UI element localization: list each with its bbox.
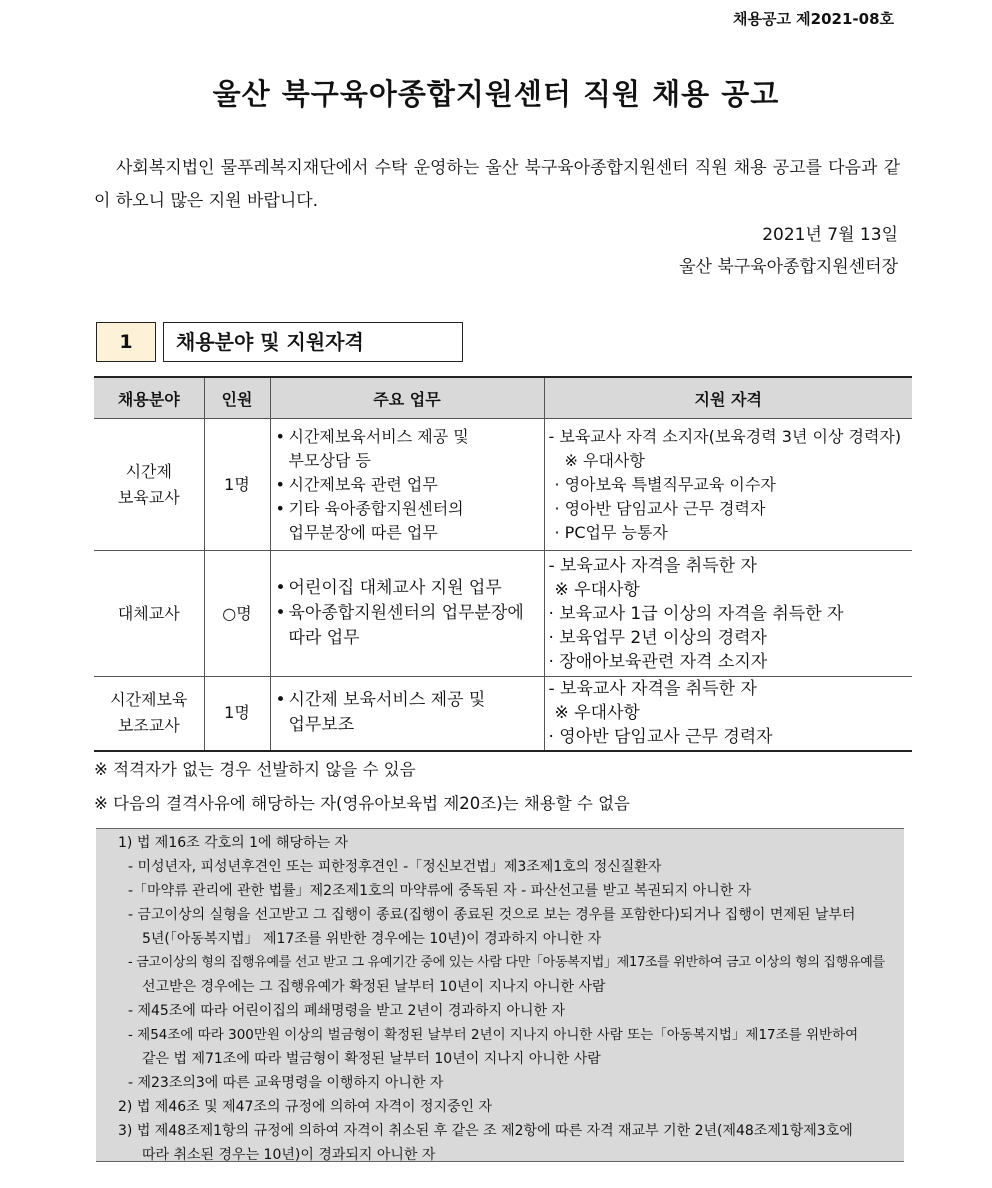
disq-subitem: -「마약류 관리에 관한 법률」제2조제1호의 마약류에 중독된 자 - 파산선고를 받고 복권되지 아니한 자 xyxy=(128,883,752,899)
disq-item: 1) 법 제16조 각호의 1에 해당하는 자 xyxy=(118,835,349,851)
duty-text: 따라 업무 xyxy=(288,628,360,648)
cell-count: 1명 xyxy=(204,677,270,751)
disq-subitem: - 제23조의3에 따른 교육명령을 이행하지 아니한 자 xyxy=(128,1075,444,1091)
qual-main: - 보육교사 자격을 취득한 자 xyxy=(548,679,757,700)
qual-pref-title: ※ 우대사항 xyxy=(554,579,640,600)
field-label: 시간제보육 xyxy=(110,690,188,710)
list-item xyxy=(275,425,540,473)
duty-text: 시간제보육서비스 제공 및 xyxy=(288,426,469,446)
disq-subitem: - 금고이상의 형의 집행유예를 선고 받고 그 유예기간 중에 있는 사람 다만「아동복지법」제17조를 위반하여 금고 이상의 형의 집행유예를 xyxy=(128,955,885,970)
disq-subitem: - 금고이상의 실형을 선고받고 그 집행이 종료(집행이 종료된 것으로 보는 경우를 포함한다)되거나 집행이 면제된 날부터 xyxy=(128,907,856,923)
qual-pref: · 영아반 담임교사 근무 경력자 xyxy=(548,727,773,748)
duties-list xyxy=(271,576,544,651)
qualifications xyxy=(545,425,913,545)
section-number: 1 xyxy=(96,322,156,362)
disq-subitem: 선고받은 경우에는 그 집행유예가 확정된 날부터 10년이 지나지 아니한 사람 xyxy=(142,979,606,995)
recruitment-table xyxy=(94,376,912,752)
qual-pref: · 영아반 담임교사 근무 경력자 xyxy=(554,498,766,518)
duty-text: 시간제 보육서비스 제공 및 xyxy=(288,690,486,711)
section-title: 채용분야 및 지원자격 xyxy=(163,322,463,362)
note-no-candidate: ※ 적격자가 없는 경우 선발하지 않을 수 있음 xyxy=(94,760,416,779)
qual-main: - 보육교사 자격을 취득한 자 xyxy=(548,555,757,576)
note-disqualification: ※ 다음의 결격사유에 해당하는 자(영유아보육법 제20조)는 채용할 수 없음 xyxy=(94,794,630,813)
duty-text: 기타 육아종합지원센터의 xyxy=(288,498,464,518)
notice-date: 2021년 7월 13일 xyxy=(762,225,898,245)
list-item xyxy=(275,601,540,651)
field-label: 시간제 xyxy=(125,461,172,481)
intro-text: 사회복지법인 물푸레복지재단에서 수탁 운영하는 울산 북구육아종합지원센터 직원 채용 공고를 다음과 같이 하오니 많은 지원 바랍니다. xyxy=(94,158,900,211)
table-row xyxy=(94,419,912,551)
cell-qualifications xyxy=(544,551,912,677)
disq-subitem: - 제45조에 따라 어린이집의 폐쇄명령을 받고 2년이 경과하지 아니한 자 xyxy=(128,1003,565,1019)
field-label: 보육교사 xyxy=(117,487,180,507)
cell-field xyxy=(94,419,204,551)
header-field: 채용분야 xyxy=(94,377,204,419)
duty-text: 육아종합지원센터의 업무분장에 xyxy=(288,603,524,623)
cell-duties xyxy=(270,677,544,751)
page-title: 울산 북구육아종합지원센터 직원 채용 공고 xyxy=(212,77,780,111)
qualifications xyxy=(545,677,913,749)
header-qualifications: 지원 자격 xyxy=(544,377,912,419)
qual-pref: · 보육업무 2년 이상의 경력자 xyxy=(548,627,767,648)
cell-field xyxy=(94,677,204,751)
disq-item: 2) 법 제46조 및 제47조의 규정에 의하여 자격이 정지중인 자 xyxy=(118,1099,493,1115)
qual-pref: · PC업무 능통자 xyxy=(554,522,668,542)
field-label: 보조교사 xyxy=(117,716,180,736)
disq-item: 3) 법 제48조제1항의 규정에 의하여 자격이 취소된 후 같은 조 제2항에 따른 자격 재교부 기한 2년(제48조제1항제3호에 xyxy=(118,1123,853,1139)
disq-item: 따라 취소된 경우는 10년)이 경과되지 아니한 자 xyxy=(142,1147,436,1163)
header-count: 인원 xyxy=(204,377,270,419)
cell-count: ○명 xyxy=(204,551,270,677)
duty-text: 업무분장에 따른 업무 xyxy=(288,522,438,542)
duty-text: 어린이집 대체교사 지원 업무 xyxy=(288,578,502,598)
qual-pref: · 영아보육 특별직무교육 이수자 xyxy=(554,474,776,494)
cell-count: 1명 xyxy=(204,419,270,551)
field-label: 대체교사 xyxy=(117,603,180,623)
notice-number: 채용공고 제2021-08호 xyxy=(732,10,894,28)
duty-text: 업무보조 xyxy=(288,715,355,736)
duty-text: 시간제보육 관련 업무 xyxy=(288,474,438,494)
cell-qualifications xyxy=(544,677,912,751)
intro-paragraph xyxy=(94,152,900,218)
qual-pref: · 보육교사 1급 이상의 자격을 취득한 자 xyxy=(548,603,844,624)
duty-text: 부모상담 등 xyxy=(288,450,371,470)
cell-duties xyxy=(270,419,544,551)
list-item xyxy=(275,473,540,497)
disq-subitem: 같은 법 제71조에 따라 벌금형이 확정된 날부터 10년이 지나지 아니한 사람 xyxy=(142,1051,601,1067)
cell-field xyxy=(94,551,204,677)
signer: 울산 북구육아종합지원센터장 xyxy=(679,257,898,277)
duties-list xyxy=(271,688,544,738)
table-row xyxy=(94,677,912,751)
qual-pref: · 장애아보육관련 자격 소지자 xyxy=(548,651,768,672)
list-item xyxy=(275,576,540,601)
disqualification-box xyxy=(96,828,904,1162)
list-item xyxy=(275,688,540,738)
qual-pref-title: ※ 우대사항 xyxy=(564,450,645,470)
disq-subitem: - 미성년자, 피성년후견인 또는 피한정후견인 -「정신보건법」제3조제1호의 정신질환자 xyxy=(128,859,662,875)
cell-duties xyxy=(270,551,544,677)
disq-subitem: - 제54조에 따라 300만원 이상의 벌금형이 확정된 날부터 2년이 지나지 아니한 사람 또는「아동복지법」제17조를 위반하여 xyxy=(128,1027,859,1043)
qual-pref-title: ※ 우대사항 xyxy=(554,703,640,724)
table-header-row xyxy=(94,377,912,419)
header-duties: 주요 업무 xyxy=(270,377,544,419)
qual-main: - 보육교사 자격 소지자(보육경력 3년 이상 경력자) xyxy=(548,426,902,446)
list-item xyxy=(275,497,540,545)
cell-qualifications xyxy=(544,419,912,551)
duties-list xyxy=(271,425,544,545)
disq-subitem: 5년(「아동복지법」 제17조를 위반한 경우에는 10년)이 경과하지 아니한 자 xyxy=(142,931,602,947)
table-row xyxy=(94,551,912,677)
qualifications xyxy=(545,554,913,674)
